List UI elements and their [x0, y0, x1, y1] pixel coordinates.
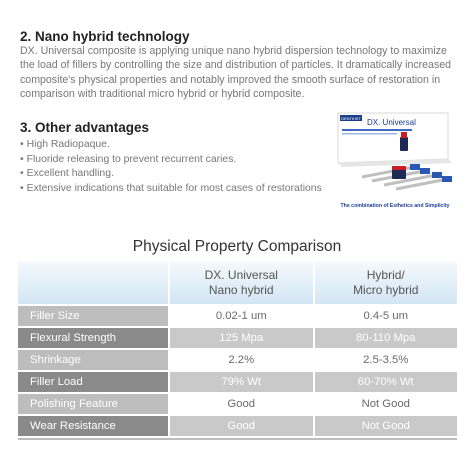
section-2-body: DX. Universal composite is applying unique nano hybrid dispersion technology to maximize the load of fillers by controlling the size and distribution of particles. It dramatically increased composite's physical properties and notably improved the smooth surface of restoration in comparison with traditional micro hybrid or hybrid composite. [20, 45, 452, 100]
table-header [18, 262, 457, 304]
cell-hybrid: 2.5-3.5% [315, 350, 458, 370]
section-2-title: 2. Nano hybrid technology [20, 29, 190, 44]
box-title: DX. Universal [367, 118, 416, 127]
cell-hybrid: 80-110 Mpa [315, 328, 458, 348]
table-bottom-rule [18, 438, 457, 440]
cell-dx: 79% Wt [170, 372, 313, 392]
cell-dx: Good [170, 394, 313, 414]
row-label: Shrinkage [18, 350, 168, 370]
header-line: Hybrid/ [366, 268, 405, 282]
header-dx-universal [168, 262, 313, 304]
cell-hybrid: Not Good [315, 416, 458, 436]
table-title: Physical Property Comparison [132, 238, 342, 255]
table-row [18, 416, 457, 436]
row-label: Wear Resistance [18, 416, 168, 436]
section-3-title: 3. Other advantages [20, 120, 150, 135]
product-image [332, 111, 457, 215]
brand-text: DENTKIST [341, 116, 361, 121]
table-row [18, 372, 457, 392]
header-line: Nano hybrid [208, 283, 274, 297]
row-label: Filler Load [18, 372, 168, 392]
header-line: Micro hybrid [353, 283, 419, 297]
table-row [18, 394, 457, 414]
cell-hybrid: Not Good [315, 394, 458, 414]
product-caption: The combination of Esthetics and Simplicity [340, 203, 450, 209]
cell-dx: 0.02-1 um [170, 306, 313, 326]
table-row [18, 350, 457, 370]
cell-hybrid: 60-70% Wt [315, 372, 458, 392]
cell-dx: Good [170, 416, 313, 436]
advantages-list [20, 138, 322, 196]
cell-hybrid: 0.4-5 um [315, 306, 458, 326]
table-row [18, 306, 457, 326]
table-row [18, 328, 457, 348]
advantage-item: • High Radiopaque. [20, 138, 322, 153]
advantage-item: • Excellent handling. [20, 167, 322, 182]
comparison-table [18, 262, 457, 440]
advantage-item: • Fluoride releasing to prevent recurrent caries. [20, 153, 322, 168]
header-line: DX. Universal [204, 268, 278, 282]
header-hybrid [313, 262, 458, 304]
row-label: Polishing Feature [18, 394, 168, 414]
cell-dx: 125 Mpa [170, 328, 313, 348]
header-empty-cell [18, 262, 168, 304]
advantage-item: • Extensive indications that suitable for most cases of restorations [20, 182, 322, 197]
row-label: Flexural Strength [18, 328, 168, 348]
cell-dx: 2.2% [170, 350, 313, 370]
row-label: Filler Size [18, 306, 168, 326]
